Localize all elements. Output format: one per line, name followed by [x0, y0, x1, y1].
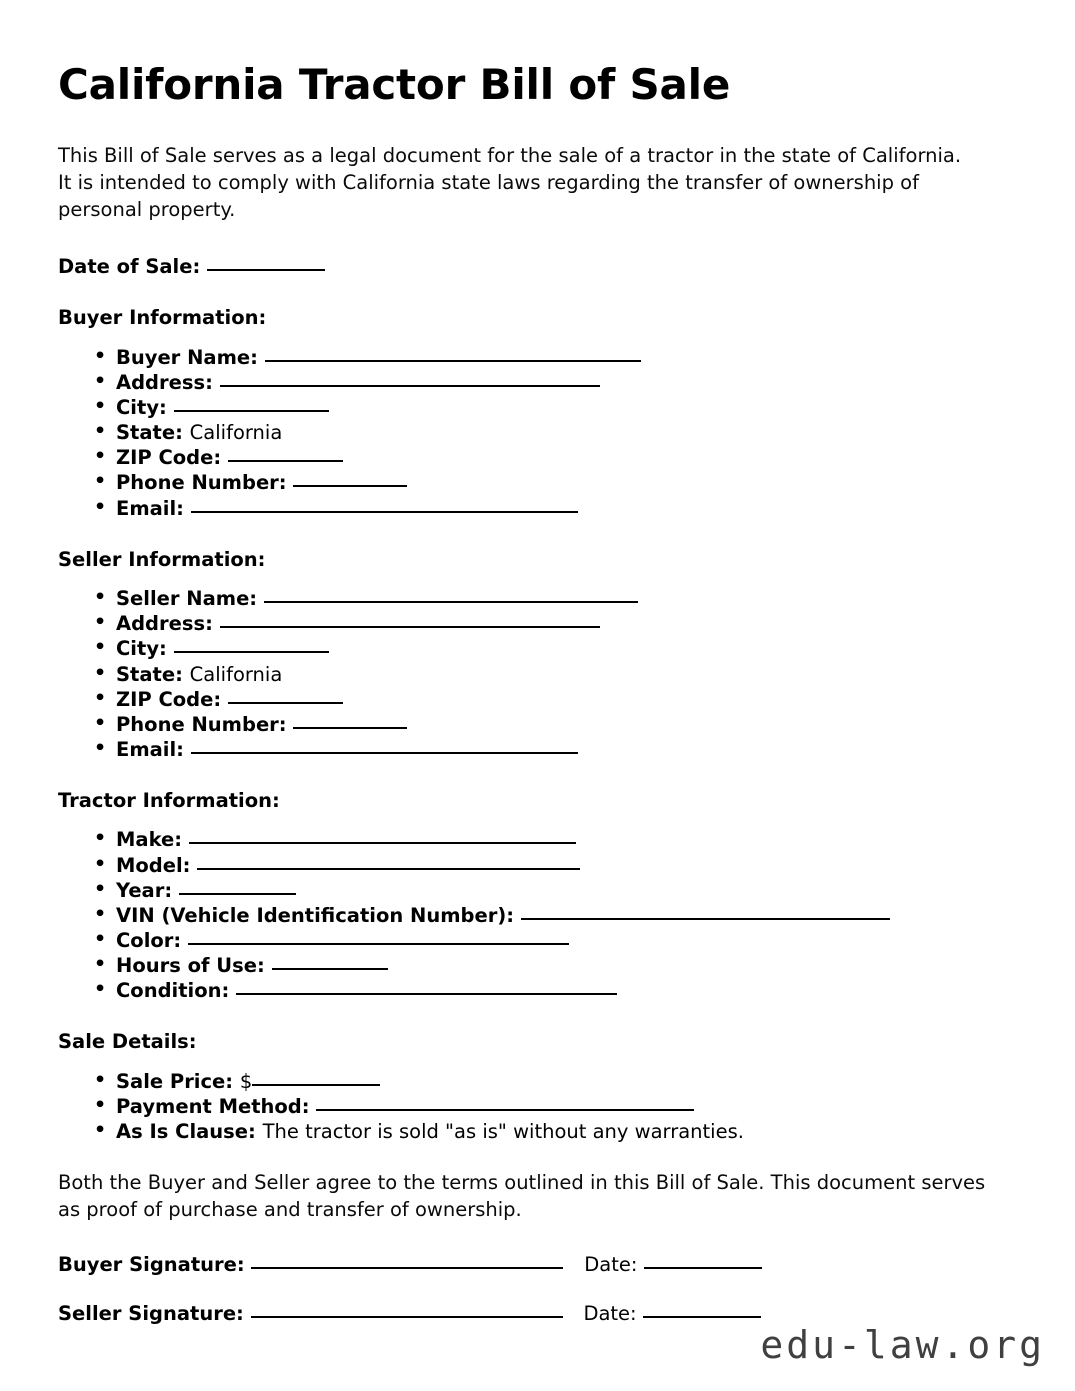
list-item	[94, 445, 1018, 470]
list-item	[94, 636, 1018, 661]
list-item	[94, 878, 1018, 903]
field-blank[interactable]	[252, 1084, 380, 1086]
currency-prefix: $	[239, 1069, 253, 1093]
list-item	[94, 586, 1018, 611]
seller-signature-blank[interactable]	[251, 1316, 563, 1318]
field-blank[interactable]	[272, 968, 388, 970]
list-item	[94, 928, 1018, 953]
list-item	[94, 345, 1018, 370]
field-label: Year:	[116, 878, 173, 902]
seller-signature-label: Seller Signature:	[58, 1302, 244, 1326]
buyer-signature-row	[58, 1252, 1018, 1277]
field-value: California	[189, 662, 283, 686]
seller-field-list	[58, 586, 1018, 762]
field-blank[interactable]	[197, 868, 580, 870]
field-blank[interactable]	[220, 626, 600, 628]
field-label: Payment Method:	[116, 1094, 310, 1118]
list-item	[94, 1094, 1018, 1119]
field-label: Phone Number:	[116, 471, 287, 495]
field-blank[interactable]	[316, 1109, 694, 1111]
seller-section-heading: Seller Information:	[58, 547, 266, 571]
date-of-sale-field	[58, 254, 1018, 279]
field-blank[interactable]	[521, 918, 890, 920]
list-item	[94, 370, 1018, 395]
field-label: VIN (Vehicle Identification Number):	[116, 903, 515, 927]
field-label: ZIP Code:	[116, 446, 222, 470]
field-blank[interactable]	[174, 651, 329, 653]
field-label: Email:	[116, 737, 184, 761]
list-item	[94, 737, 1018, 762]
field-label: Address:	[116, 370, 213, 394]
seller-date-blank[interactable]	[643, 1316, 761, 1318]
document-content	[58, 62, 1018, 1351]
field-label: State:	[116, 421, 183, 445]
tractor-field-list	[58, 827, 1018, 1003]
field-label: State:	[116, 662, 183, 686]
buyer-signature-label: Buyer Signature:	[58, 1252, 245, 1276]
buyer-date-label: Date:	[584, 1252, 638, 1276]
list-item	[94, 978, 1018, 1003]
field-blank[interactable]	[236, 993, 617, 995]
field-label: Address:	[116, 612, 213, 636]
field-value: The tractor is sold "as is" without any warranties.	[262, 1120, 744, 1144]
field-blank[interactable]	[293, 485, 407, 487]
field-label: Hours of Use:	[116, 954, 265, 978]
date-of-sale-blank[interactable]	[207, 269, 325, 271]
list-item	[94, 611, 1018, 636]
field-label: Color:	[116, 928, 182, 952]
list-item	[94, 827, 1018, 852]
field-label: Model:	[116, 853, 191, 877]
field-label: Condition:	[116, 979, 230, 1003]
field-blank[interactable]	[228, 702, 343, 704]
list-item	[94, 1069, 1018, 1094]
field-blank[interactable]	[228, 460, 343, 462]
field-label: Make:	[116, 828, 183, 852]
date-of-sale-label: Date of Sale:	[58, 255, 201, 279]
field-label: Buyer Name:	[116, 345, 258, 369]
buyer-field-list	[58, 345, 1018, 521]
list-item	[94, 903, 1018, 928]
list-item	[94, 470, 1018, 495]
field-blank[interactable]	[220, 385, 600, 387]
field-value: California	[189, 421, 283, 445]
field-blank[interactable]	[264, 601, 638, 603]
seller-date-label: Date:	[583, 1302, 637, 1326]
list-item	[94, 687, 1018, 712]
field-blank[interactable]	[265, 360, 641, 362]
list-item	[94, 853, 1018, 878]
list-item	[94, 420, 1018, 445]
list-item	[94, 496, 1018, 521]
field-blank[interactable]	[189, 842, 576, 844]
intro-paragraph: This Bill of Sale serves as a legal document for the sale of a tractor in the state of California. It is intended to comply with California state laws regarding the transfer of ownership of personal property.	[58, 144, 962, 222]
buyer-signature-blank[interactable]	[251, 1267, 563, 1269]
sale-section-heading: Sale Details:	[58, 1030, 197, 1054]
field-label: As Is Clause:	[116, 1120, 256, 1144]
tractor-section-heading: Tractor Information:	[58, 789, 280, 813]
list-item	[94, 712, 1018, 737]
field-blank[interactable]	[179, 893, 296, 895]
list-item	[94, 1119, 1018, 1144]
list-item	[94, 953, 1018, 978]
field-label: Sale Price:	[116, 1069, 234, 1093]
page-title: California Tractor Bill of Sale	[58, 60, 731, 109]
buyer-section-heading: Buyer Information:	[58, 306, 267, 330]
list-item	[94, 662, 1018, 687]
field-label: ZIP Code:	[116, 687, 222, 711]
field-blank[interactable]	[174, 410, 329, 412]
sale-field-list	[58, 1069, 1018, 1144]
field-label: City:	[116, 396, 167, 420]
site-watermark: edu-law.org	[760, 1323, 1045, 1367]
field-blank[interactable]	[191, 752, 578, 754]
field-blank[interactable]	[188, 943, 569, 945]
field-label: Seller Name:	[116, 587, 258, 611]
field-blank[interactable]	[191, 511, 578, 513]
field-label: Phone Number:	[116, 712, 287, 736]
field-blank[interactable]	[293, 727, 407, 729]
field-label: Email:	[116, 496, 184, 520]
list-item	[94, 395, 1018, 420]
closing-paragraph: Both the Buyer and Seller agree to the terms outlined in this Bill of Sale. This document serves as proof of purchase and transfer of ownership.	[58, 1171, 986, 1222]
buyer-date-blank[interactable]	[644, 1267, 762, 1269]
field-label: City:	[116, 637, 167, 661]
